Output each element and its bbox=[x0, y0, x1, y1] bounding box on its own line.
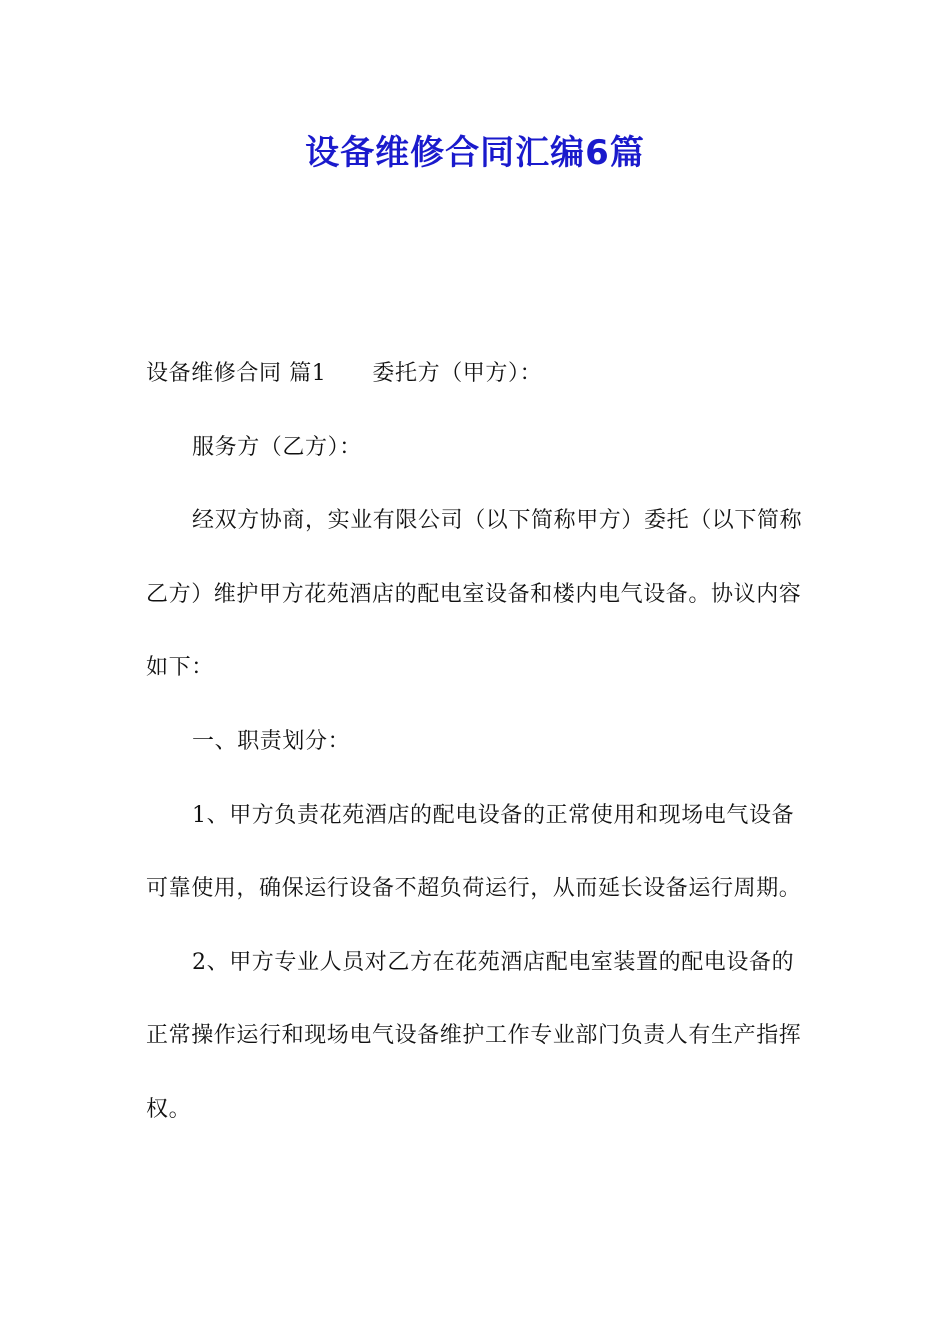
paragraph-clause-2: 2、甲方专业人员对乙方在花苑酒店配电室装置的配电设备的正常操作运行和现场电气设备维护工作专业部门负责人有生产指挥权。 bbox=[146, 949, 802, 1122]
document-title: 设备维修合同汇编6篇 bbox=[305, 133, 645, 173]
first-line bbox=[146, 337, 810, 411]
paragraph-agreement: 经双方协商，实业有限公司（以下简称甲方）委托（以下简称乙方）维护甲方花苑酒店的配电室设备和楼内电气设备。协议内容如下： bbox=[146, 508, 803, 681]
section-heading: 设备维修合同 篇1 bbox=[146, 361, 327, 386]
paragraph-party-b: 服务方（乙方）： bbox=[192, 434, 362, 460]
paragraph-clause-1: 1、甲方负责花苑酒店的配电设备的正常使用和现场电气设备可靠使用，确保运行设备不超负荷运行，从而延长设备运行周期。 bbox=[146, 802, 802, 902]
party-a-label: 委托方（甲方）： bbox=[372, 361, 543, 386]
document-body bbox=[146, 337, 810, 1147]
paragraph-section-one: 一、职责划分： bbox=[192, 728, 351, 754]
